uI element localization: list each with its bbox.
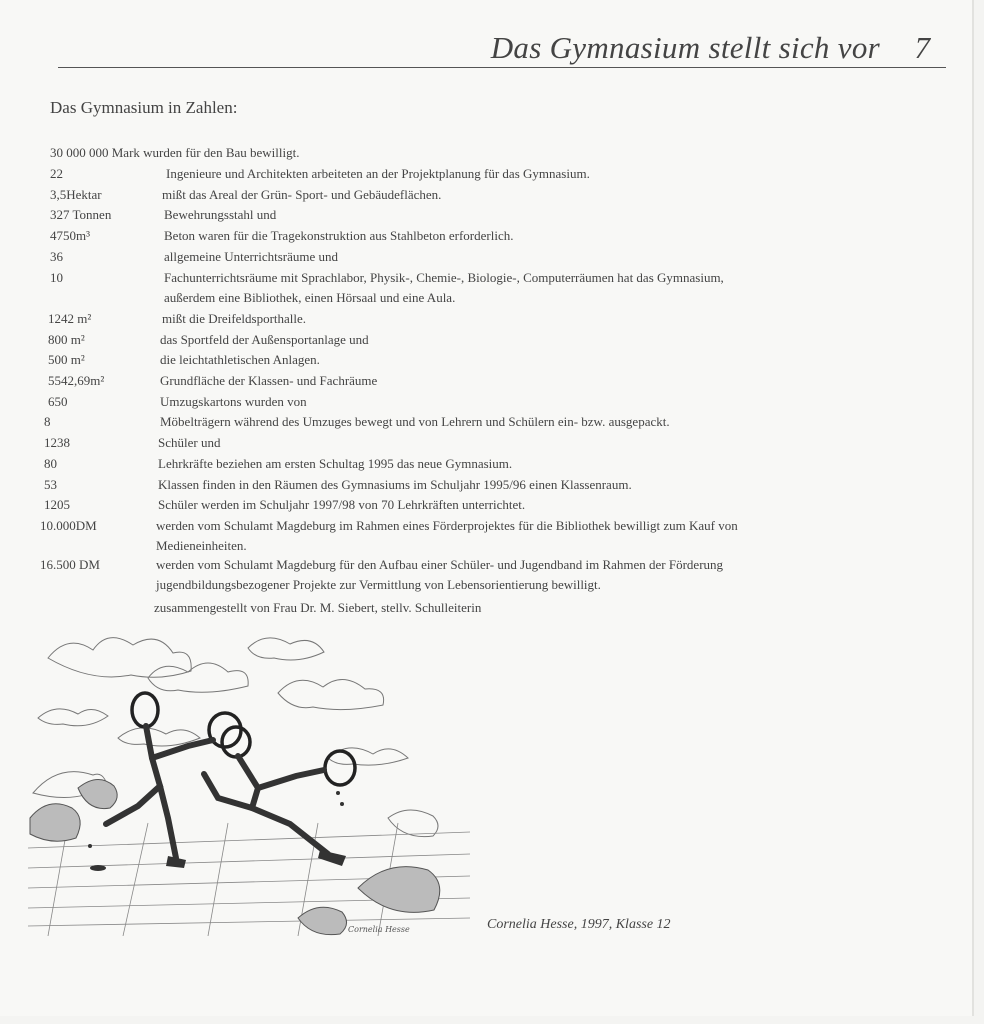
stat-text: Klassen finden in den Räumen des Gymnasiums im Schuljahr 1995/96 einen Klassenraum. bbox=[158, 477, 632, 492]
stat-number: 16.500 DM bbox=[40, 557, 100, 572]
stat-text-continued: jugendbildungsbezogener Projekte zur Vermittlung von Lebensorientierung bewilligt. bbox=[156, 577, 601, 592]
stat-text: das Sportfeld der Außensportanlage und bbox=[160, 332, 369, 347]
stat-number: 8 bbox=[44, 414, 51, 429]
stat-text: Fachunterrichtsräume mit Sprachlabor, Physik-, Chemie-, Biologie-, Computerräumen hat das Gymnasium, bbox=[164, 270, 724, 285]
stat-text-continued: außerdem eine Bibliothek, einen Hörsaal und eine Aula. bbox=[164, 290, 456, 305]
stat-text: Beton waren für die Tragekonstruktion aus Stahlbeton erforderlich. bbox=[164, 228, 514, 243]
stat-text: Schüler und bbox=[158, 435, 221, 450]
stat-number: 36 bbox=[50, 249, 63, 264]
header-rule bbox=[58, 67, 946, 68]
stat-number: 650 bbox=[48, 394, 68, 409]
stat-text: werden vom Schulamt Magdeburg für den Aufbau einer Schüler- und Jugendband im Rahmen der Förderung bbox=[156, 557, 724, 572]
stat-text: Lehrkräfte beziehen am ersten Schultag 1995 das neue Gymnasium. bbox=[158, 456, 513, 471]
illustration-signature: Cornelia Hesse bbox=[348, 925, 410, 934]
section-title: Das Gymnasium in Zahlen: bbox=[50, 98, 238, 117]
stat-text: die leichtathletischen Anlagen. bbox=[160, 352, 320, 367]
stat-number: 5542,69m² bbox=[48, 373, 105, 388]
stat-text: allgemeine Unterrichtsräume und bbox=[164, 249, 338, 264]
stat-number: 10 bbox=[50, 270, 63, 285]
stat-number: 1238 bbox=[44, 435, 70, 450]
stat-number: 1242 m² bbox=[48, 311, 92, 326]
stat-text: Ingenieure und Architekten arbeiteten an der Projektplanung für das Gymnasium. bbox=[166, 166, 590, 181]
stat-number: 22 bbox=[50, 166, 63, 181]
stat-text: Bewehrungsstahl und bbox=[164, 207, 277, 222]
stat-number: 4750m³ bbox=[50, 228, 91, 243]
stat-number: 500 m² bbox=[48, 352, 85, 367]
stat-number: 800 m² bbox=[48, 332, 85, 347]
stat-number: 327 Tonnen bbox=[50, 207, 112, 222]
page-header-title: Das Gymnasium stellt sich vor bbox=[490, 30, 880, 65]
author-credit: zusammengestellt von Frau Dr. M. Siebert, stellv. Schulleiterin bbox=[154, 600, 482, 615]
stat-text-continued: Medieneinheiten. bbox=[156, 538, 247, 553]
stat-text: mißt das Areal der Grün- Sport- und Gebäudeflächen. bbox=[162, 187, 442, 202]
stat-number: 10.000DM bbox=[40, 518, 97, 533]
illustration-drawing bbox=[28, 618, 470, 936]
stat-text: Umzugskartons wurden von bbox=[160, 394, 307, 409]
stat-number: 3,5Hektar bbox=[50, 187, 102, 202]
stat-text: Möbelträgern während des Umzuges bewegt und von Lehrern und Schülern ein- bzw. ausgepackt. bbox=[160, 414, 670, 429]
stat-number: 53 bbox=[44, 477, 57, 492]
stat-number: 80 bbox=[44, 456, 57, 471]
intro-line: 30 000 000 Mark wurden für den Bau bewilligt. bbox=[50, 145, 300, 160]
stat-number: 1205 bbox=[44, 497, 70, 512]
illustration-caption: Cornelia Hesse, 1997, Klasse 12 bbox=[487, 917, 671, 932]
stat-text: Schüler werden im Schuljahr 1997/98 von 70 Lehrkräften unterrichtet. bbox=[158, 497, 526, 512]
stat-text: werden vom Schulamt Magdeburg im Rahmen eines Förderprojektes für die Bibliothek bewilligt zum Kauf von bbox=[156, 518, 738, 533]
stat-text: Grundfläche der Klassen- und Fachräume bbox=[160, 373, 378, 388]
page-number: 7 bbox=[914, 30, 930, 65]
stat-text: mißt die Dreifeldsporthalle. bbox=[162, 311, 307, 326]
